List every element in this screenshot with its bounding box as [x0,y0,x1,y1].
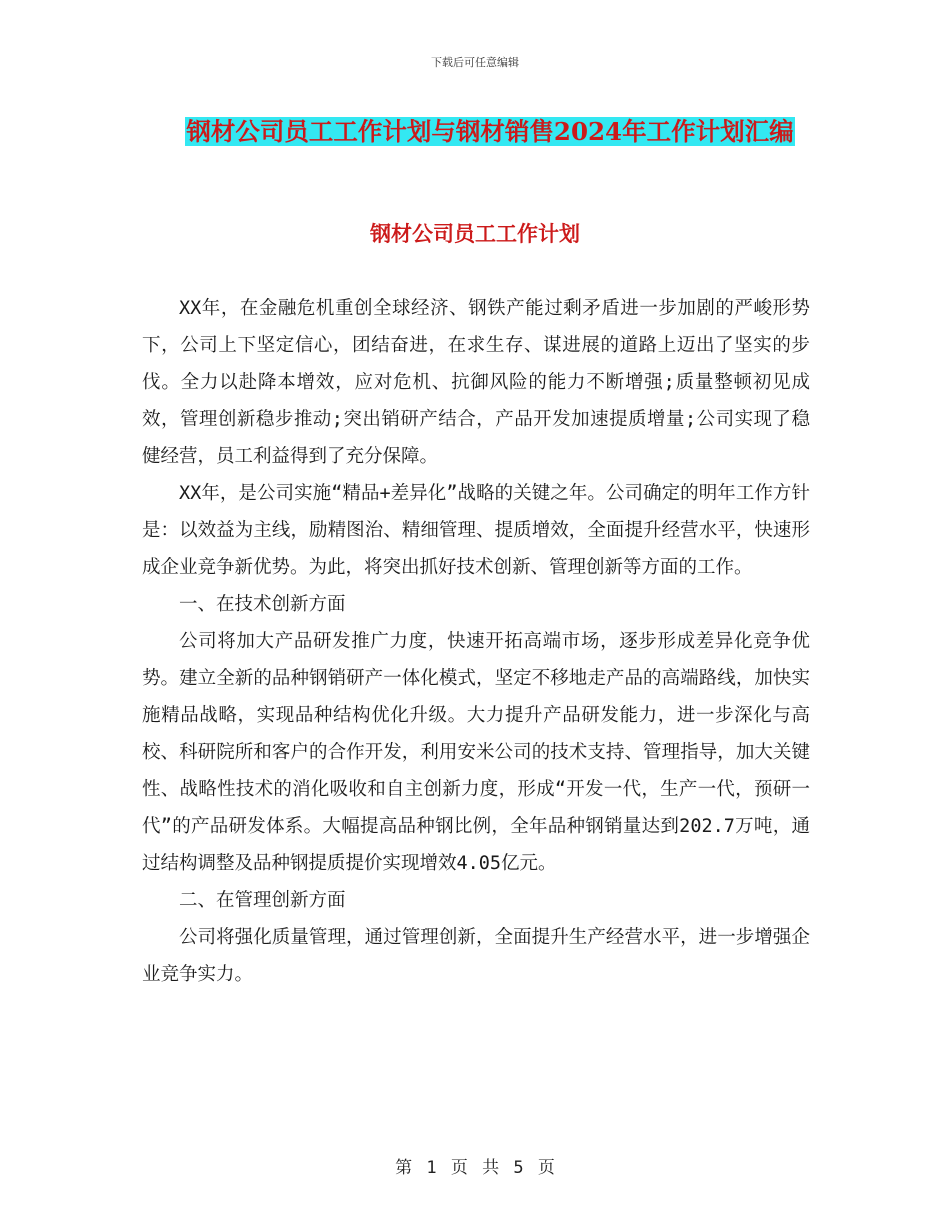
subheading-technology: 一、在技术创新方面 [179,594,346,615]
document-title [160,108,820,155]
document-body [142,290,810,993]
subheading-management: 二、在管理创新方面 [179,890,346,911]
paragraph: XX年，是公司实施“精品+差异化”战略的关键之年。公司确定的明年工作方针是：以效益为主线，励精图治、精细管理、提质增效，全面提升经营水平，快速形成企业竞争新优势。为此，将突出抓好技术创新、管理创新等方面的工作。 [142,483,810,578]
paragraph: 公司将加大产品研发推广力度，快速开拓高端市场，逐步形成差异化竞争优势。建立全新的品种钢销研产一体化模式，坚定不移地走产品的高端路线，加快实施精品战略，实现品种结构优化升级。大力提升产品研发能力，进一步深化与高校、科研院所和客户的合作开发，利用安米公司的技术支持、管理指导，加大关键性、战略性技术的消化吸收和自主创新力度，形成“开发一代，生产一代，预研一代”的产品研发体系。大幅提高品种钢比例，全年品种钢销量达到202.7万吨，通过结构调整及品种钢提质提价实现增效4.05亿元。 [142,631,810,874]
page-footer: 第 1 页 共 5 页 [395,1158,555,1178]
document-title-text: 钢材公司员工工作计划与钢材销售2024年工作计划汇编 [186,117,794,146]
paragraph: XX年，在金融危机重创全球经济、钢铁产能过剩矛盾进一步加剧的严峻形势下，公司上下坚定信心，团结奋进，在求生存、谋进展的道路上迈出了坚实的步伐。全力以赴降本增效，应对危机、抗御风险的能力不断增强;质量整顿初见成效，管理创新稳步推动;突出销研产结合，产品开发加速提质增量;公司实现了稳健经营，员工利益得到了充分保障。 [142,298,810,467]
section-title: 钢材公司员工工作计划 [370,221,580,246]
header-note: 下载后可任意编辑 [431,56,519,69]
paragraph: 公司将强化质量管理，通过管理创新，全面提升生产经营水平，进一步增强企业竞争实力。 [142,927,810,985]
